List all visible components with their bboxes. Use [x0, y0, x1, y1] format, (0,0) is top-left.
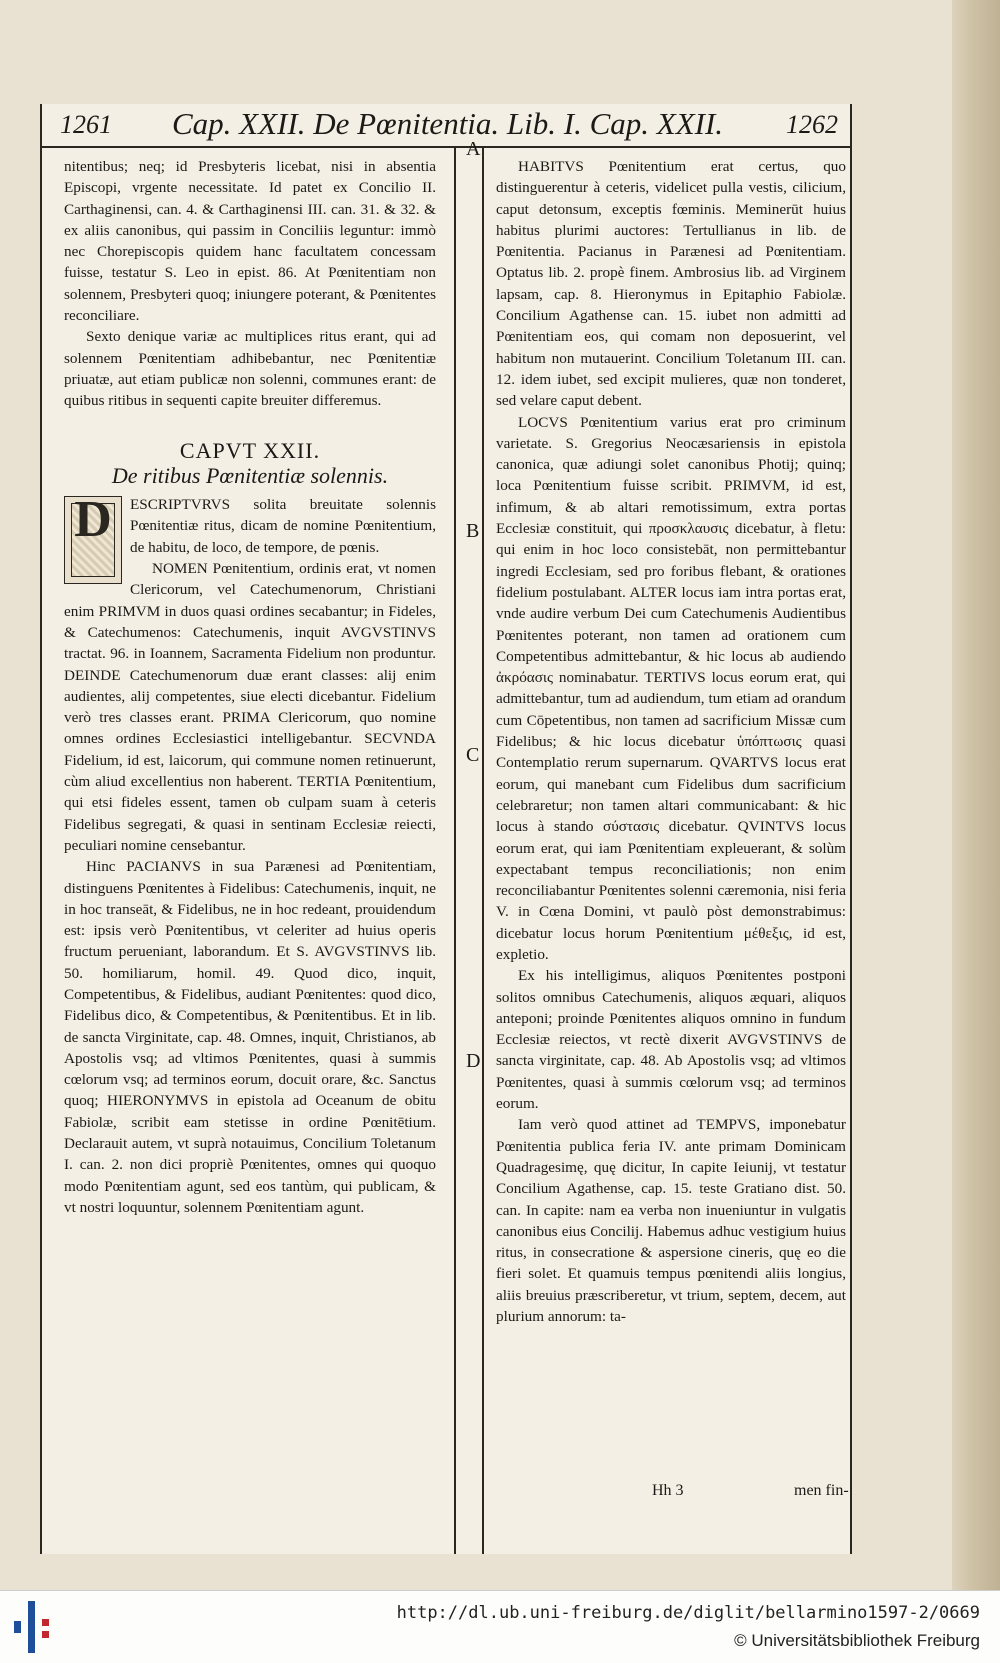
paragraph: Ex his intelligimus, aliquos Pœnitentes postponi solitos omnibus Catechumenis, aliquos æquari, aliquos anteponi; proinde Pœnitentes aliquos omnino in fundum Ecclesiæ reiectos, vt rectè dixerit AVGVSTINVS de sancta virginitate, cap. 48. Ab Apostolis vsq; ad vltimos Pœnitentes, quasi à summis cœlorum vsq; ad terminos eorum. [496, 967, 846, 1113]
paragraph: HABITVS Pœnitentium erat certus, quo distinguerentur à ceteris, videlicet pulla vestis, cilicium, caput detonsum, exceptis fœminis. Meminerūt huius habitus plurimi auctores: Tertullianus in lib. de Pœnitentia. Pacianus in Parænesi ad Pœnitentiam. Optatus lib. 2. propè finem. Ambrosius lib. ad Virginem lapsam, cap. 8. Hieronymus in Epitaphio Fabiolæ. Concilium Agathense can. 15. iubet non admitti ad Pœnitentiam eos, qui comam non deposuerint, vel habitum non mutauerint. Concilium Toletanum III. can. 12. idem iubet, sed excipit mulieres, quæ non tonderet, sed velare caput debent. [496, 158, 846, 410]
right-column [496, 156, 846, 1327]
copyright-notice: © Universitätsbibliothek Freiburg [734, 1631, 980, 1650]
margin-letter-c: C [466, 744, 480, 766]
margin-letter-b: B [466, 520, 480, 542]
margin-letter-d: D [466, 1050, 481, 1072]
column-rule-left [454, 146, 456, 1554]
permalink-url[interactable]: http://dl.ub.uni-freiburg.de/diglit/bellarmino1597-2/0669 [396, 1603, 980, 1623]
chapter-heading: CAPVT XXII. [179, 437, 321, 463]
chapter-subtitle: De ritibus Pœnitentiæ solennis. [111, 462, 389, 488]
running-head [42, 104, 850, 148]
library-logo-icon [12, 1599, 52, 1655]
initial-letter: D [74, 496, 112, 549]
running-title: Cap. XXII. De Pœnitentia. Lib. I. Cap. XXII. [172, 106, 724, 141]
signature-mark: Hh 3 [652, 1482, 684, 1499]
catchword: men fin- [794, 1482, 849, 1499]
paragraph: NOMEN Pœnitentium, ordinis erat, vt nomen Clericorum, vel Catechumenorum, Christiani enim PRIMVM in duos quasi ordines secabantur; in Fideles, & Catechumenos: Catechumenis, inquit AVGVSTINVS tractat. 96. in Ioannem, Sacramenta Fidelium non produntur. DEINDE Catechumenorum duæ erant classes: alij enim audientes, alij competentes, siue electi dicebantur. Fidelium verò tres classes erant. PRIMA Clericorum, quo nomine omnes ordines Ecclesiastici intelligebantur. SECVNDA Fidelium, id est, laicorum, qui commune nomen retinuerunt, cùm aliud excellentius non haberent. TERTIA Pœnitentium, qui etsi fideles essent, tamen ob culpam suam à ceteris Fidelibus segregati, & quasi in sentinam Ecclesiæ reiecti, peculiari nomine censebantur. [64, 560, 436, 854]
viewer-footer-bar [0, 1590, 1000, 1663]
paragraph: Sexto denique variæ ac multiplices ritus erant, qui ad solennem Pœnitentiam adhibebantur, nec Pœnitentiæ priuatæ, aut etiam publicæ non solenni, communes erant: de quibus ritibus in sequenti capite breuiter differemus. [64, 328, 436, 410]
decorated-initial [64, 496, 122, 584]
page-edge [952, 0, 1000, 1590]
paragraph: Iam verò quod attinet ad TEMPVS, imponebatur Pœnitentia publica feria IV. ante primam Dominicam Quadragesimę, quę dicitur, In capite Ieiunij, vt testatur Concilium Agathense, cap. 15. teste Gratiano dist. 50. can. In capite: nam ea verba non inueniuntur in vulgatis canonibus eius Concilij. Habemus adhuc vestigium huius ritus, in consecratione & aspersione cineris, quę eo die fieri solet. Et quamuis tempus pœnitendi aliis longius, aliis breuius præscriberetur, vt trium, septem, decem, aut plurium annorum: ta- [496, 1116, 846, 1326]
paragraph: Hinc PACIANVS in sua Parænesi ad Pœnitentiam, distinguens Pœnitentes à Fidelibus: Catechumenis, inquit, ne in hoc transeāt, & Fidelibus, ne in hoc redeant, prouidendum est: ipsis verò Pœnitentibus, vt celeriter ad huius operis fructum perueniant, laborandum. Et S. AVGVSTINVS lib. 50. homiliarum, homil. 49. Quod dico, inquit, Competentibus, & Fidelibus, audiant Pœnitentes: quod dico, Fidelibus dico, & Competentibus, & Pœnitentibus. Et in lib. de sancta Virginitate, cap. 48. Omnes, inquit, Christianos, ab Apostolis vsq; ad vltimos Pœnitentes, quasi à summis cœlorum vsq; ad terminos eorum, docuit orare, &c. Sanctus quoq; HIERONYMVS in epistola ad Oceanum de obitu Fabiolæ, scribit eam stetisse in ordine Pœnitētium. Declarauit autem, vt suprà notauimus, Concilium Toletanum I. can. 2. non dici propriè Pœnitentes, omnes qui quoquo modo Pœnitentiam agunt, sed eos tantùm, qui publicam, & vt nostri loquuntur, solennem Pœnitentiam agunt. [64, 858, 436, 1216]
paragraph: LOCVS Pœnitentium varius erat pro criminum varietate. S. Gregorius Neocæsariensis in epistola canonica, quæ adiungi solet canonibus Photij; quinq; loca Pœnitentium fuisse scribit. PRIMVM, id est, infimum, & ab altari remotissimum, extra portas Ecclesiæ constituit, qui προσκλαυσις dicebatur, à fletu: qui enim in hoc loco consistebāt, non permittebantur ingredi Ecclesiam, sed pro foribus flebant, & orationes fidelium postulabant. ALTER locus iam intra portas erat, vnde audire verbum Dei cum Catechumenis Audientibus Pœnitentes poterant, non tamen ad orationem cum Competentibus admittebantur, & hic locus ab audiendo ἀκρόασις nominabatur. TERTIVS locus eorum erat, qui admittebantur, tum ad audiendum, tum etiam ad orandum cum Cōpetentibus, non tamen ad sacrificium Missæ cum Fidelibus; & hic locus dicebatur ὑπόπτωσις quasi Contemplatio rerum supernarum. QVARTVS locus erat eorum, qui manebant cum Fidelibus dum sacrificium celebraretur; non tamen altari communicabant: & hic locus à stando σύστασις dicebatur. QVINTVS locus eorum erat, qui iam Pœnitentiam expleuerant, & solùm expectabant tempus reconciliationis; non enim reconciliabantur Pœnitentes solenni cæremonia, nisi feria V. in Cœna Domini, vt paulò pòst demonstrabimus: dicebatur locus horum Pœnitentium μέθεξις, id est, expletio. [496, 413, 846, 963]
page-number-right: 1262 [786, 110, 838, 139]
paragraph: ESCRIPTVRVS solita breuitate solennis Pœnitentiæ ritus, dicam de nomine Pœnitentium, de habitu, de loco, de tempore, de pœnis. [130, 496, 436, 556]
book-page [40, 104, 852, 1554]
margin-letter-a: A [466, 138, 481, 160]
paragraph: nitentibus; neq; id Presbyteris licebat, nisi in absentia Episcopi, vrgente necessitate. Id patet ex Concilio II. Carthaginensi, can. 4. & Carthaginensi III. can. 31. & 32. & ex aliis canonibus, qui passim in Conciliis leguntur: immò nec Chorepiscopis quidem hanc facultatem concessam fuisse, testatur S. Leo in epist. 86. At Pœnitentiam non solennem, Presbyteri quoq; iniungere poterant, & Pœnitentes reconciliare. [64, 158, 436, 325]
column-rule-right [482, 146, 484, 1554]
page-number-left: 1261 [60, 110, 112, 139]
left-column [64, 156, 436, 1218]
